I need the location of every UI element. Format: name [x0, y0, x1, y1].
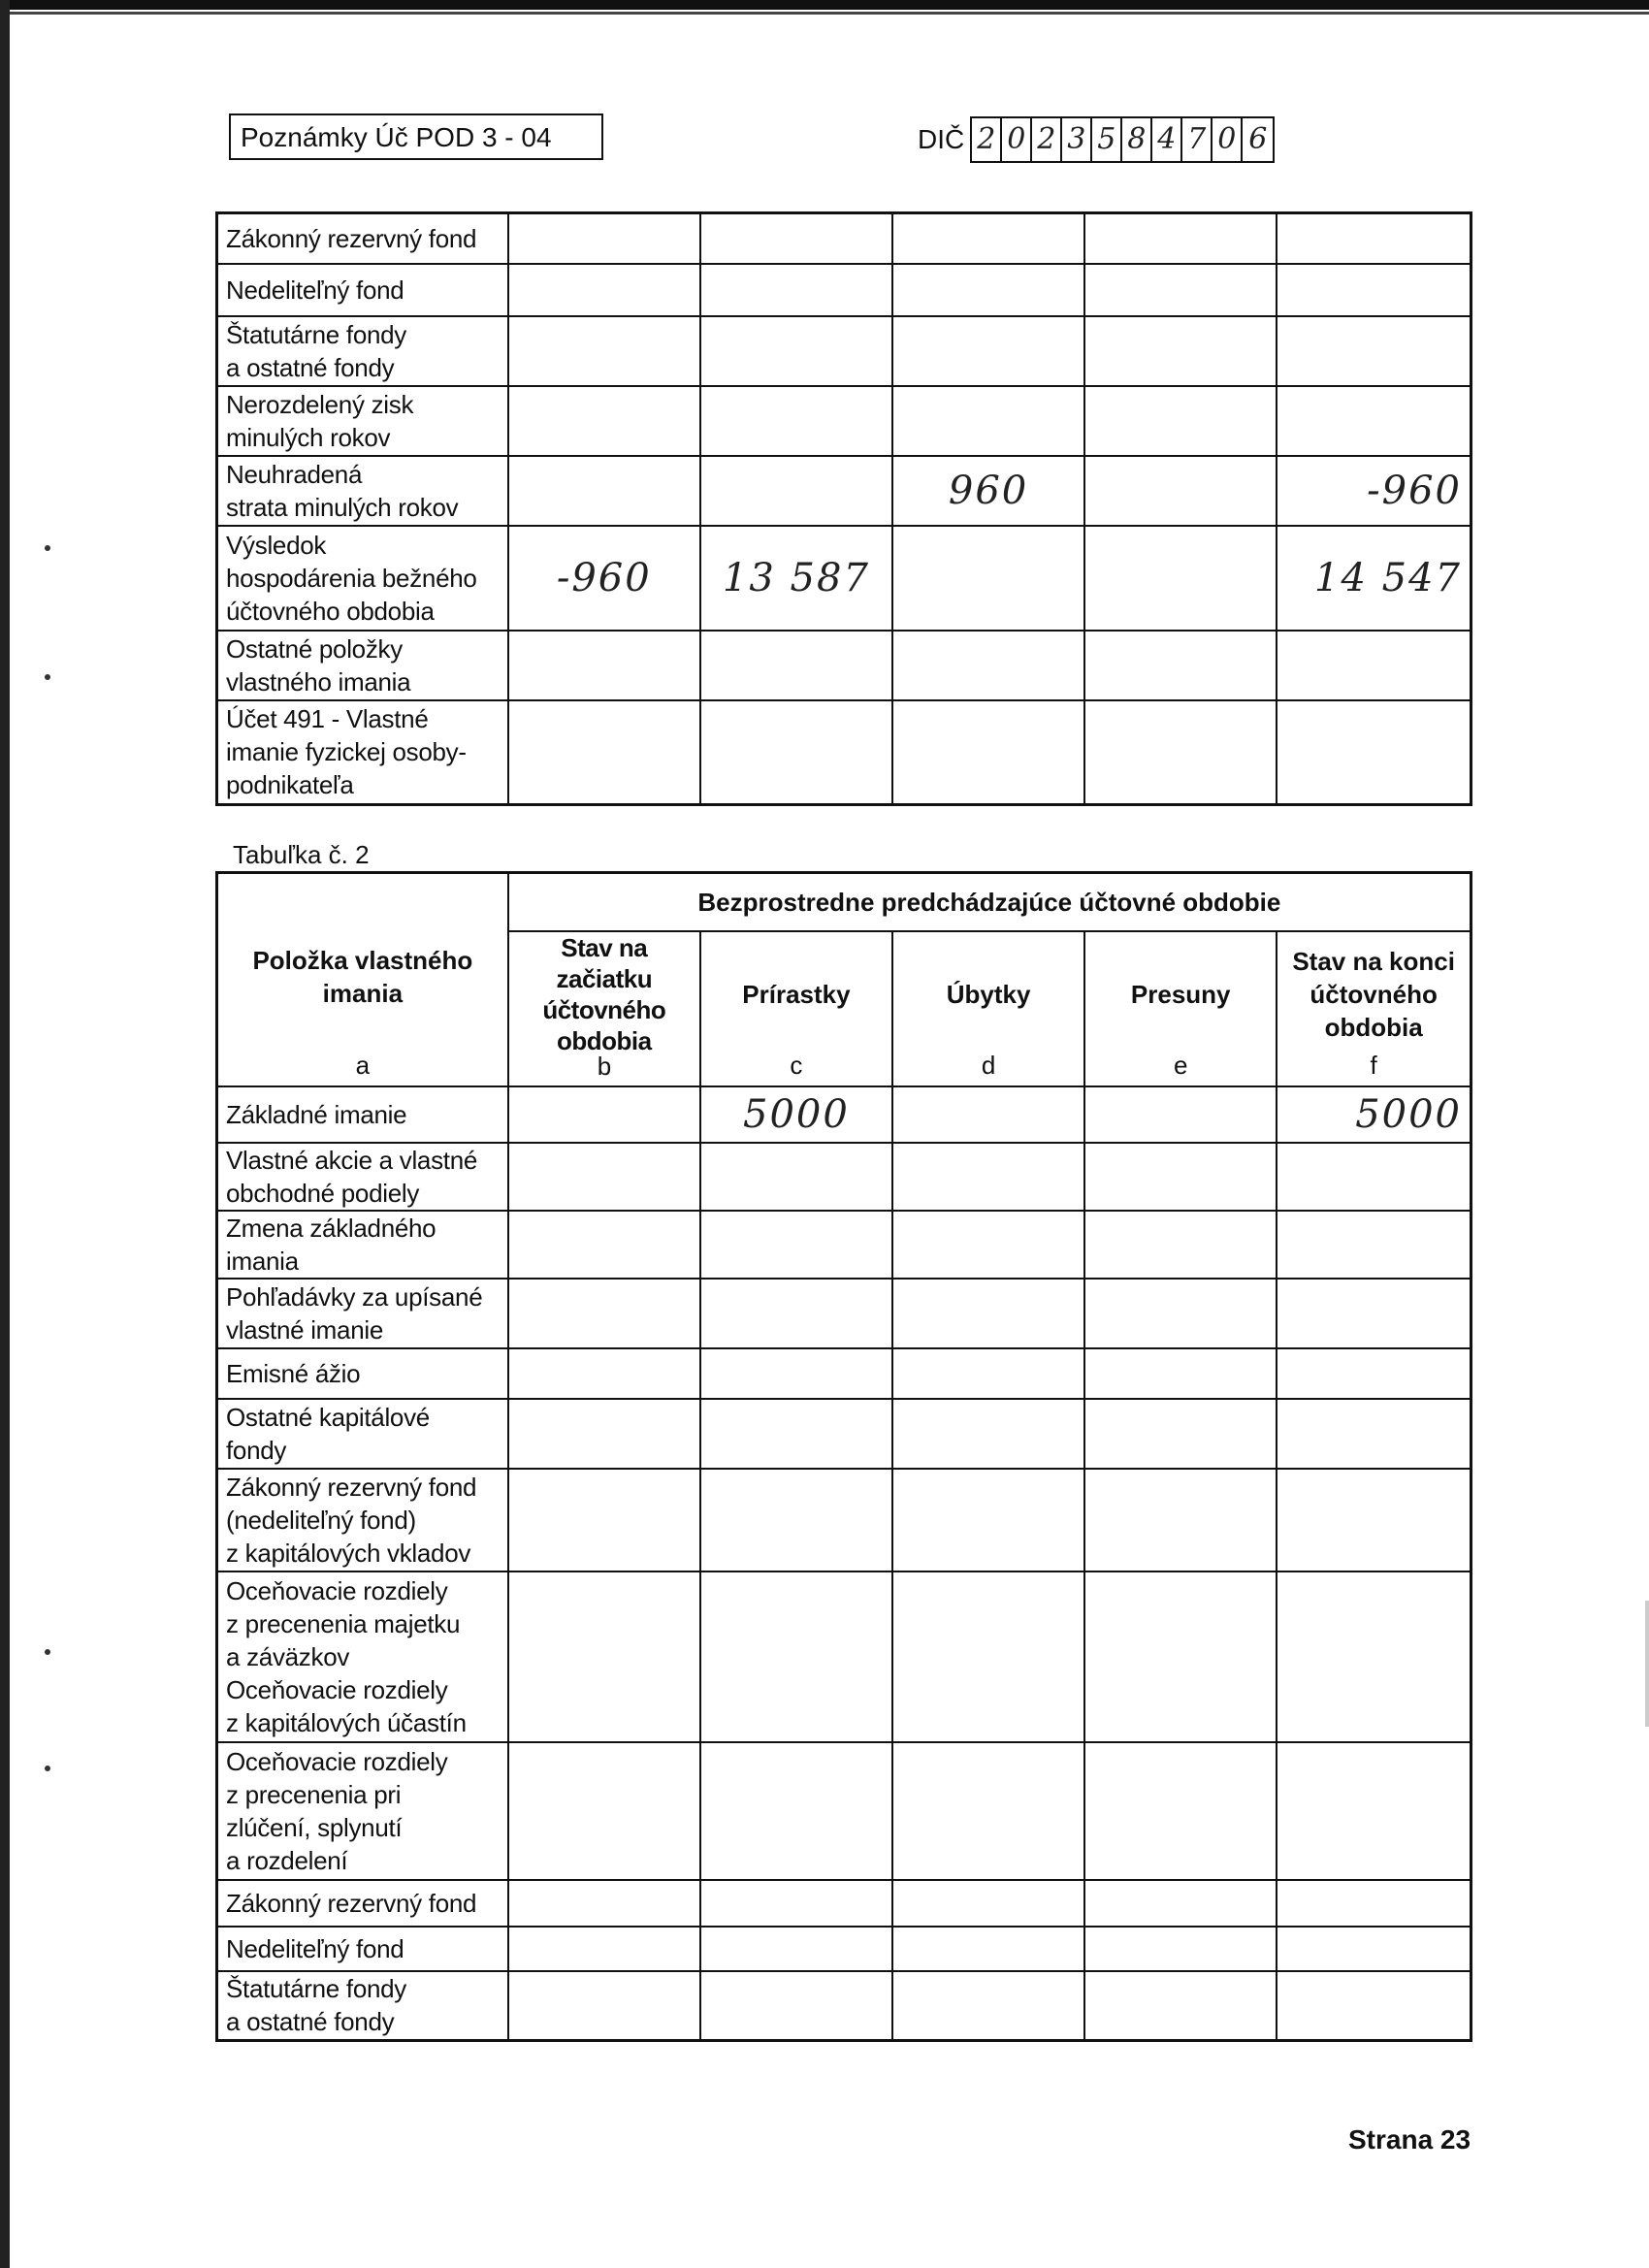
scan-top-edge — [0, 0, 1649, 10]
cell-f — [1277, 700, 1471, 805]
table-caption: Tabuľka č. 2 — [233, 840, 370, 869]
dic-digit: 6 — [1248, 122, 1268, 156]
row-label: Neuhradená strata minulých rokov — [217, 456, 508, 526]
cell-e — [1084, 1971, 1277, 2041]
cell-b — [508, 1086, 700, 1143]
page-number: Strana 23 — [1348, 2124, 1471, 2155]
cell-e — [1084, 1211, 1277, 1279]
table-row — [217, 1742, 1471, 1880]
cell-f — [1277, 316, 1471, 386]
cell-b — [508, 1971, 700, 2041]
cell-d — [892, 1971, 1084, 2041]
row-label: Základné imanie — [217, 1086, 508, 1143]
table-row — [217, 1469, 1471, 1571]
cell-b — [508, 456, 700, 526]
cell-b: -960 — [508, 526, 700, 631]
dic-digit: 2 — [972, 118, 1002, 161]
row-label: Zákonný rezervný fond — [217, 213, 508, 264]
row-label: Oceňovacie rozdiely z precenenia majetku a záväzkov Oceňovacie rozdiely z kapitálových účastín — [217, 1571, 508, 1742]
column-header-transfers: Presuny e — [1084, 931, 1277, 1086]
dic-digit: 7 — [1182, 118, 1212, 161]
cell-b — [508, 1742, 700, 1880]
cell-e — [1084, 1399, 1277, 1469]
dic-label: DIČ — [918, 124, 965, 154]
table-row — [217, 1880, 1471, 1927]
cell-d — [892, 1880, 1084, 1927]
cell-e — [1084, 1742, 1277, 1880]
dic-field — [918, 116, 1275, 163]
cell-b — [508, 1880, 700, 1927]
cell-e — [1084, 1086, 1277, 1143]
table-row — [217, 213, 1471, 264]
cell-c — [700, 264, 892, 316]
cell-f — [1277, 1971, 1471, 2041]
row-label: Zákonný rezervný fond — [217, 1880, 508, 1927]
scan-speck — [45, 674, 50, 680]
cell-c — [700, 700, 892, 805]
table-row — [217, 1571, 1471, 1742]
table-row — [217, 631, 1471, 700]
dic-digit: 2 — [1032, 118, 1062, 161]
table-row — [217, 1211, 1471, 1279]
row-label: Nerozdelený zisk minulých rokov — [217, 386, 508, 456]
column-letter-d: d — [981, 1050, 996, 1080]
cell-e — [1084, 456, 1277, 526]
cell-c — [700, 1348, 892, 1399]
cell-c: 5000 — [700, 1086, 892, 1143]
cell-b — [508, 1399, 700, 1469]
cell-b — [508, 1469, 700, 1571]
cell-b — [508, 213, 700, 264]
cell-e — [1084, 1469, 1277, 1571]
cell-f — [1277, 1211, 1471, 1279]
row-label: Ostatné kapitálové fondy — [217, 1399, 508, 1469]
cell-c — [700, 316, 892, 386]
cell-d — [892, 1348, 1084, 1399]
cell-d — [892, 1571, 1084, 1742]
cell-d — [892, 1469, 1084, 1571]
table-row — [217, 386, 1471, 456]
cell-e — [1084, 526, 1277, 631]
cell-e — [1084, 1279, 1277, 1348]
row-label: Štatutárne fondy a ostatné fondy — [217, 1971, 508, 2041]
row-label: Vlastné akcie a vlastné obchodné podiely — [217, 1143, 508, 1211]
column-letter-e: e — [1173, 1050, 1188, 1080]
cell-f — [1277, 1927, 1471, 1971]
equity-table-continued — [215, 211, 1472, 806]
cell-d — [892, 1927, 1084, 1971]
table-row — [217, 1279, 1471, 1348]
cell-f — [1277, 264, 1471, 316]
scan-left-edge — [0, 0, 10, 2268]
cell-c: 13 587 — [700, 526, 892, 631]
cell-f — [1277, 1742, 1471, 1880]
table-row — [217, 526, 1471, 631]
cell-f — [1277, 1348, 1471, 1399]
cell-f — [1277, 1880, 1471, 1927]
column-header-closing: Stav na konci účtovného obdobia f — [1277, 931, 1471, 1086]
column-letter-b: b — [597, 1051, 611, 1081]
cell-c — [700, 1211, 892, 1279]
cell-e — [1084, 1571, 1277, 1742]
cell-c — [700, 456, 892, 526]
cell-f: 5000 — [1277, 1086, 1471, 1143]
cell-c — [700, 1571, 892, 1742]
column-header-decreases: Úbytky d — [892, 931, 1084, 1086]
scan-speck — [45, 1766, 50, 1771]
dic-digit: 0 — [1212, 118, 1243, 161]
cell-e — [1084, 1348, 1277, 1399]
cell-b — [508, 1927, 700, 1971]
scan-top-edge-line — [0, 12, 1649, 15]
cell-b — [508, 386, 700, 456]
table-row — [217, 456, 1471, 526]
cell-e — [1084, 386, 1277, 456]
cell-c — [700, 1971, 892, 2041]
cell-b — [508, 316, 700, 386]
column-header-increases: Prírastky c — [700, 931, 892, 1086]
table-row — [217, 1971, 1471, 2041]
dic-digit: 4 — [1152, 118, 1182, 161]
cell-b — [508, 1571, 700, 1742]
cell-f — [1277, 213, 1471, 264]
table-row — [217, 264, 1471, 316]
cell-b — [508, 700, 700, 805]
cell-f — [1277, 631, 1471, 700]
equity-table-body — [217, 213, 1471, 805]
cell-d — [892, 264, 1084, 316]
cell-d — [892, 1742, 1084, 1880]
form-title-box — [229, 113, 603, 160]
cell-e — [1084, 1143, 1277, 1211]
cell-d — [892, 1399, 1084, 1469]
cell-b — [508, 631, 700, 700]
table-row — [217, 1086, 1471, 1143]
cell-f — [1277, 386, 1471, 456]
row-label: Štatutárne fondy a ostatné fondy — [217, 316, 508, 386]
cell-e — [1084, 1927, 1277, 1971]
cell-b — [508, 1348, 700, 1399]
row-label: Nedeliteľný fond — [217, 1927, 508, 1971]
column-letter-c: c — [790, 1050, 803, 1080]
form-title: Poznámky Úč POD 3 - 04 — [241, 122, 552, 152]
cell-d — [892, 526, 1084, 631]
equity-table-previous-body — [217, 1086, 1471, 2041]
dic-digit-boxes — [970, 116, 1275, 163]
cell-f: -960 — [1277, 456, 1471, 526]
column-letter-a: a — [355, 1050, 371, 1080]
cell-e — [1084, 1880, 1277, 1927]
scan-right-edge-shadow — [1645, 1601, 1649, 1727]
equity-table-previous-period — [215, 871, 1472, 2042]
cell-d — [892, 1086, 1084, 1143]
row-label: Nedeliteľný fond — [217, 264, 508, 316]
cell-c — [700, 1742, 892, 1880]
table-row — [217, 1399, 1471, 1469]
cell-b — [508, 1211, 700, 1279]
table-row — [217, 1927, 1471, 1971]
cell-c — [700, 386, 892, 456]
cell-f — [1277, 1469, 1471, 1571]
cell-d — [892, 631, 1084, 700]
cell-c — [700, 1143, 892, 1211]
cell-d — [892, 1211, 1084, 1279]
table-row — [217, 700, 1471, 805]
cell-b — [508, 1279, 700, 1348]
cell-e — [1084, 213, 1277, 264]
row-label: Zákonný rezervný fond (nedeliteľný fond) z kapitálových vkladov — [217, 1469, 508, 1571]
row-label: Emisné ážio — [217, 1348, 508, 1399]
cell-e — [1084, 316, 1277, 386]
dic-digit: 3 — [1062, 118, 1092, 161]
cell-c — [700, 1279, 892, 1348]
scan-speck — [45, 1649, 50, 1655]
table-row — [217, 1143, 1471, 1211]
row-label: Pohľadávky za upísané vlastné imanie — [217, 1279, 508, 1348]
column-letter-f: f — [1370, 1050, 1377, 1080]
cell-d — [892, 1143, 1084, 1211]
table-row — [217, 316, 1471, 386]
cell-e — [1084, 264, 1277, 316]
cell-c — [700, 1880, 892, 1927]
cell-f: 14 547 — [1277, 526, 1471, 631]
cell-d — [892, 1279, 1084, 1348]
cell-b — [508, 264, 700, 316]
cell-d — [892, 700, 1084, 805]
cell-d — [892, 316, 1084, 386]
cell-e — [1084, 631, 1277, 700]
table-row — [217, 1348, 1471, 1399]
dic-digit: 8 — [1122, 118, 1152, 161]
cell-f — [1277, 1279, 1471, 1348]
scan-speck — [45, 545, 50, 551]
row-label: Ostatné položky vlastného imania — [217, 631, 508, 700]
cell-c — [700, 1469, 892, 1571]
cell-b — [508, 1143, 700, 1211]
cell-c — [700, 1927, 892, 1971]
column-header-opening: Stav na začiatku účtovného obdobia b — [508, 931, 700, 1086]
cell-e — [1084, 700, 1277, 805]
row-label: Výsledok hospodárenia bežného účtovného obdobia — [217, 526, 508, 631]
cell-f — [1277, 1143, 1471, 1211]
dic-digit: 0 — [1002, 118, 1032, 161]
cell-f — [1277, 1399, 1471, 1469]
dic-digit: 5 — [1092, 118, 1122, 161]
period-header: Bezprostredne predchádzajúce účtovné obdobie — [508, 873, 1471, 931]
row-label: Oceňovacie rozdiely z precenenia pri zlúčení, splynutí a rozdelení — [217, 1742, 508, 1880]
row-label: Účet 491 - Vlastné imanie fyzickej osoby- podnikateľa — [217, 700, 508, 805]
cell-d: 960 — [892, 456, 1084, 526]
cell-c — [700, 631, 892, 700]
row-label: Zmena základného imania — [217, 1211, 508, 1279]
column-header-item-label: Položka vlastného imania — [252, 946, 473, 1008]
cell-f — [1277, 1571, 1471, 1742]
cell-c — [700, 1399, 892, 1469]
cell-c — [700, 213, 892, 264]
column-header-item — [217, 873, 508, 1086]
cell-d — [892, 213, 1084, 264]
cell-d — [892, 386, 1084, 456]
